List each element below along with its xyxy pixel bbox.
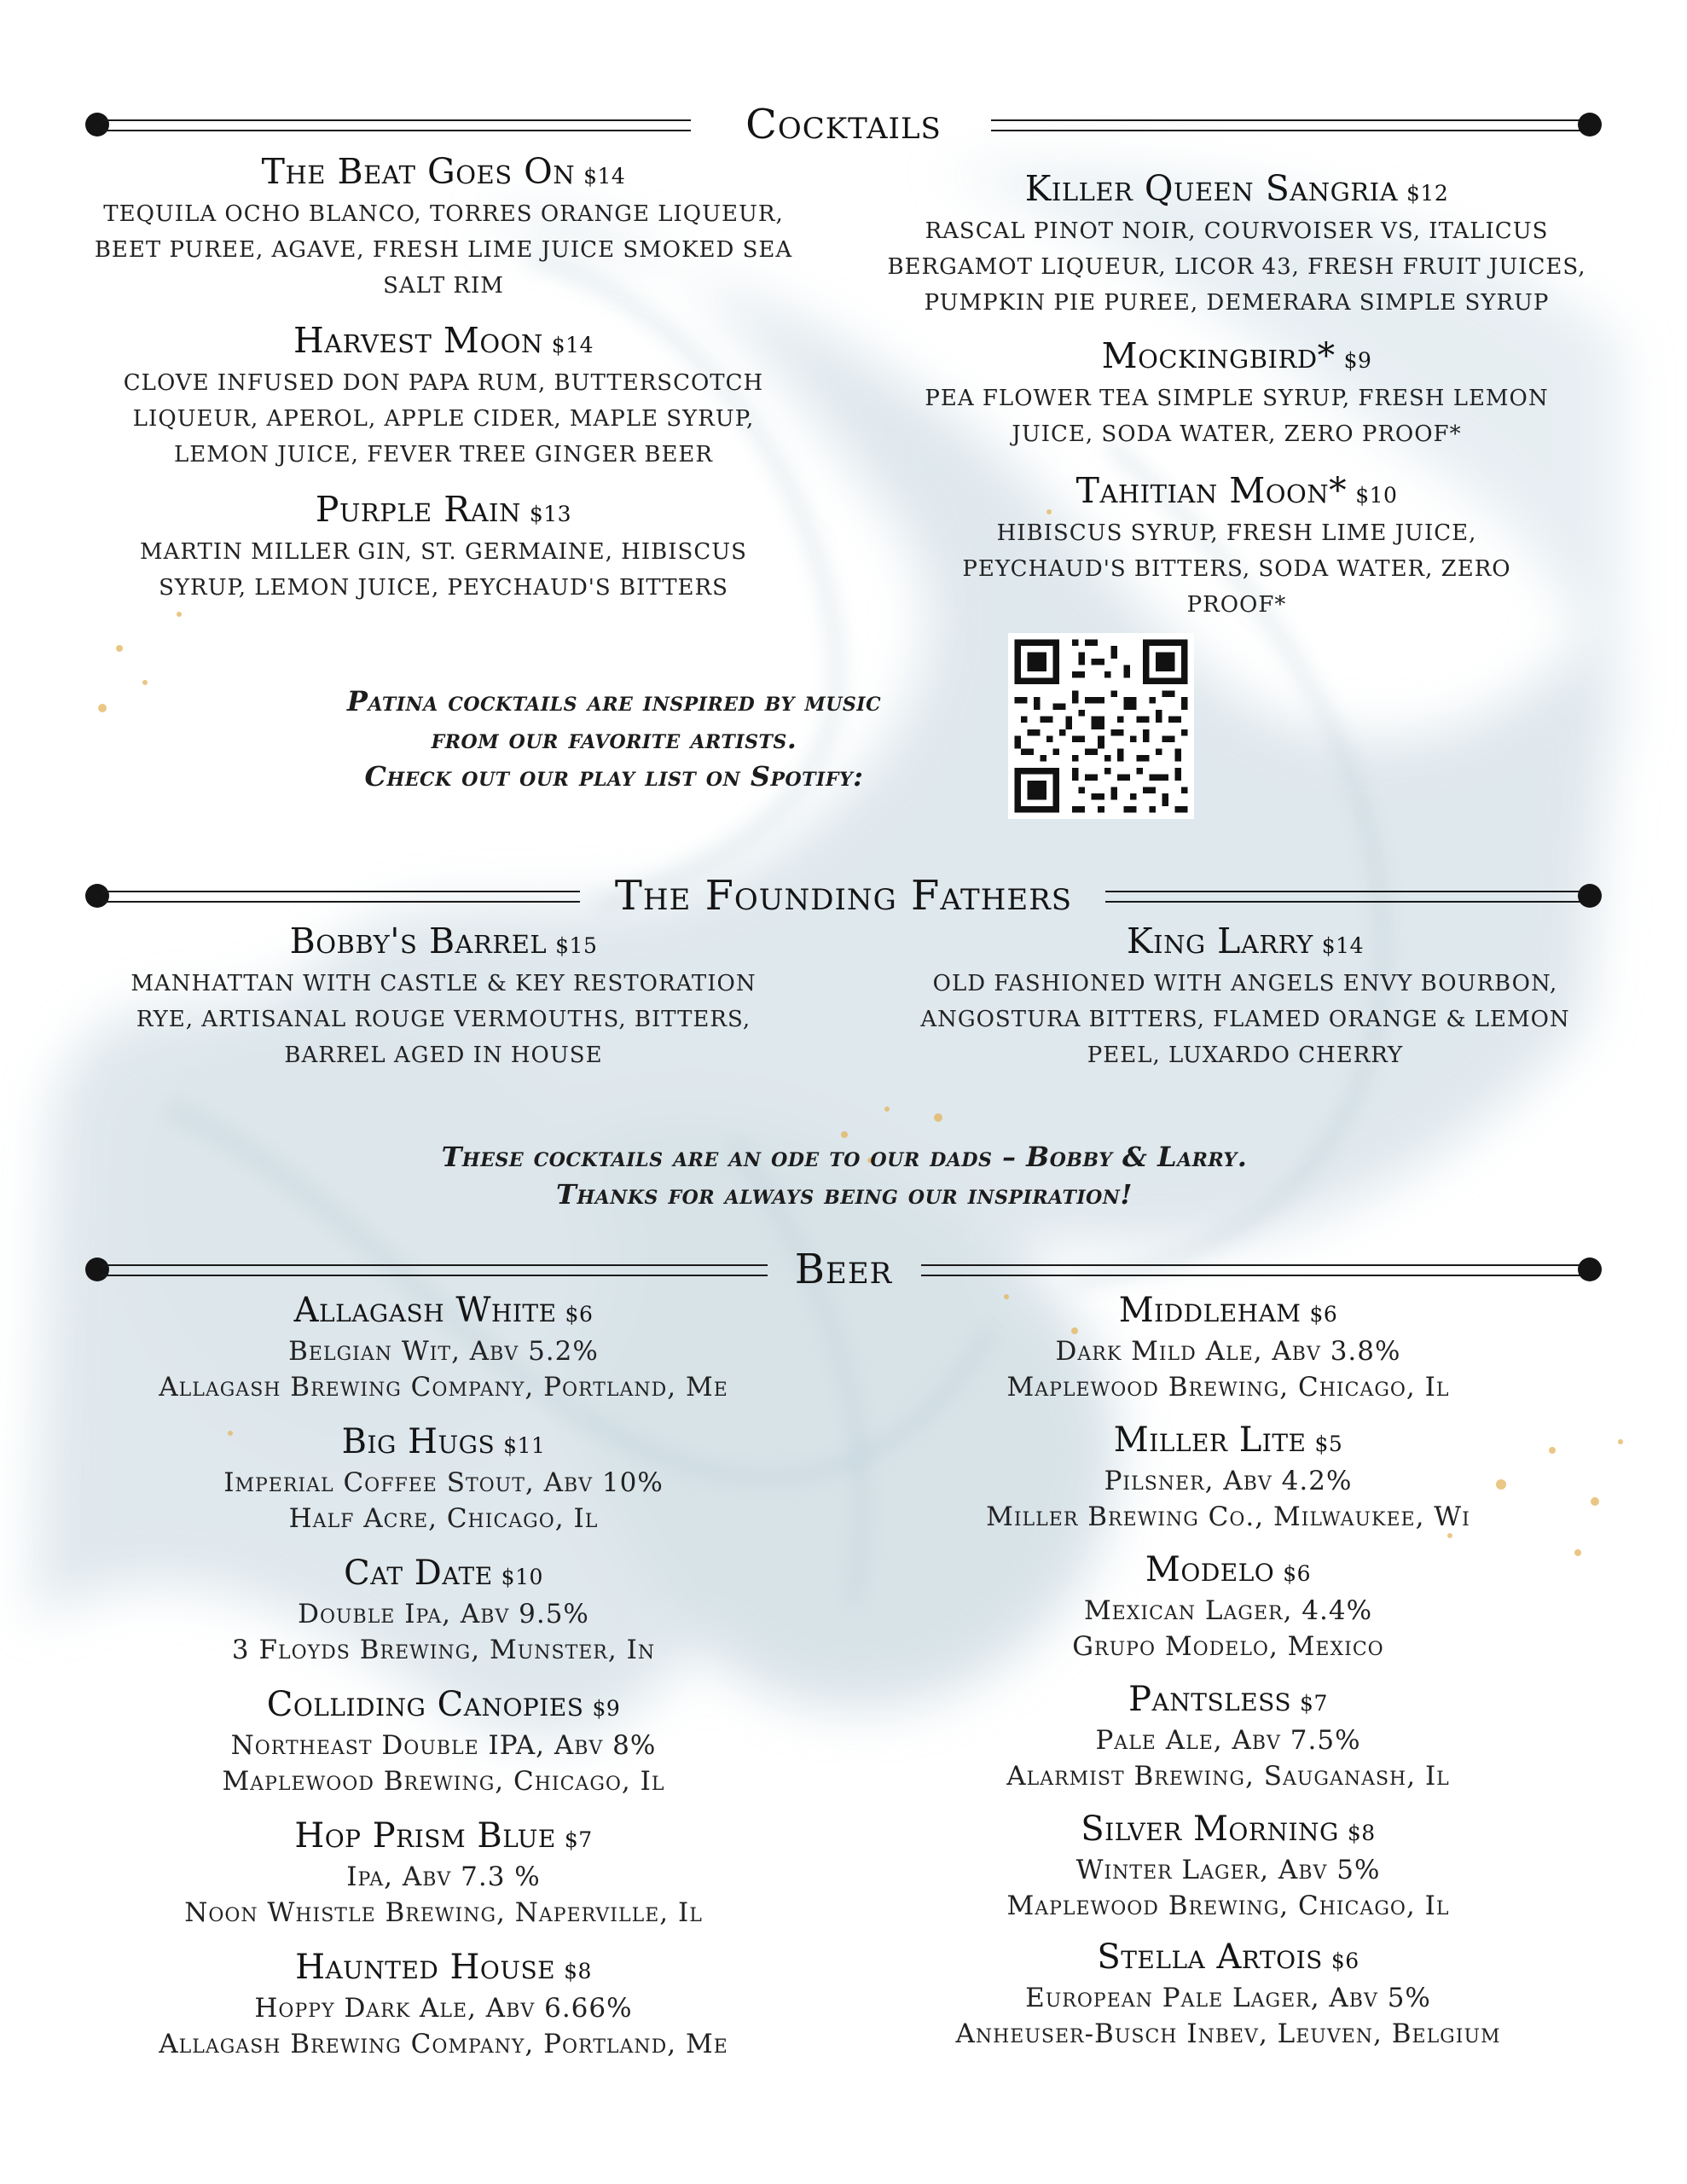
item-description: OLD FASHIONED WITH ANGELS ENVY BOURBON, ANGOSTURA BITTERS, FLAMED ORANGE & LEMON PEEL, LUXARDO CHERRY <box>920 971 1570 1068</box>
double-rule-right <box>991 119 1588 131</box>
beer-style: Belgian Wit, Abv 5.2% <box>288 1336 599 1367</box>
item-price: $6 <box>565 1302 594 1327</box>
item-name: Mockingbird* <box>1101 335 1336 376</box>
note-line: Check out our play list on Spotify: <box>364 760 864 793</box>
beer-item <box>870 1292 1586 1405</box>
beer-item <box>870 1938 1586 2052</box>
beer-style: Mexican Lager, 4.4% <box>1083 1595 1373 1626</box>
beer-item <box>870 1681 1586 1794</box>
item-price: $13 <box>529 502 572 526</box>
beer-style: Dark Mild Ale, Abv 3.8% <box>1055 1336 1401 1367</box>
item-name: Harvest Moon <box>293 320 543 361</box>
brewery: Miller Brewing Co., Milwaukee, Wi <box>986 1502 1470 1532</box>
beer-item <box>870 1810 1586 1924</box>
beer-style: European Pale Lager, Abv 5% <box>1025 1983 1431 2013</box>
item-description: MARTIN MILLER GIN, ST. GERMAINE, HIBISCUS SYRUP, LEMON JUICE, PEYCHAUD'S BITTERS <box>140 539 747 601</box>
item-price: $5 <box>1314 1432 1343 1456</box>
beer-item <box>85 1423 802 1536</box>
brewery: Maplewood Brewing, Chicago, Il <box>1006 1372 1450 1403</box>
item-price: $8 <box>1347 1821 1376 1845</box>
note-line: Patina cocktails are inspired by music <box>346 685 882 717</box>
item-name: Pantsless <box>1128 1680 1292 1719</box>
item-description: MANHATTAN WITH CASTLE & KEY RESTORATION RYE, ARTISANAL ROUGE VERMOUTHS, BITTERS, BARREL AGED IN HOUSE <box>130 971 757 1068</box>
note-line: These cocktails are an ode to our dads – Bobby & Larry. <box>441 1141 1248 1173</box>
beer-item <box>85 1686 802 1799</box>
item-price: $12 <box>1406 181 1449 206</box>
item-name: Cat Date <box>344 1554 493 1593</box>
item-name: Big Hugs <box>341 1422 496 1461</box>
menu-item <box>102 921 785 1073</box>
section-title-cocktails: Cocktails <box>745 101 942 148</box>
menu-item <box>128 490 759 606</box>
beer-item <box>870 1421 1586 1535</box>
item-name: Killer Queen Sangria <box>1024 168 1399 209</box>
item-name: Middleham <box>1118 1291 1301 1330</box>
brewery: Half Acre, Chicago, Il <box>288 1503 599 1534</box>
item-name: Colliding Canopies <box>266 1685 584 1724</box>
brewery: Alarmist Brewing, Sauganash, Il <box>1006 1761 1450 1792</box>
beer-style: Imperial Coffee Stout, Abv 10% <box>223 1467 664 1498</box>
item-price: $10 <box>1355 483 1398 508</box>
item-name: Tahitian Moon* <box>1075 470 1348 511</box>
section-title-founding-fathers: The Founding Fathers <box>614 872 1073 920</box>
item-description: PEA FLOWER TEA SIMPLE SYRUP, FRESH LEMON JUICE, SODA WATER, ZERO PROOF* <box>925 386 1549 447</box>
item-name: Silver Morning <box>1081 1809 1339 1849</box>
item-name: Modelo <box>1145 1550 1275 1589</box>
founding-fathers-section-header <box>85 872 1602 923</box>
brewery: Maplewood Brewing, Chicago, Il <box>222 1766 665 1797</box>
item-description: HIBISCUS SYRUP, FRESH LIME JUICE, PEYCHAUD'S BITTERS, SODA WATER, ZERO PROOF* <box>962 520 1511 618</box>
dads-note <box>375 1138 1313 1213</box>
item-name: Hop Prism Blue <box>294 1816 556 1856</box>
item-name: Haunted House <box>295 1948 556 1987</box>
item-name: Bobby's Barrel <box>289 921 548 961</box>
brewery: Allagash Brewing Company, Portland, Me <box>159 1372 728 1403</box>
item-price: $14 <box>551 333 594 357</box>
item-price: $7 <box>564 1827 593 1852</box>
item-description: CLOVE INFUSED DON PAPA RUM, BUTTERSCOTCH LIQUEUR, APEROL, APPLE CIDER, MAPLE SYRUP, LEMON JUICE, FEVER TREE GINGER BEER <box>123 370 764 468</box>
beer-item <box>85 1292 802 1405</box>
menu-item <box>94 152 793 304</box>
menu-item <box>921 336 1552 452</box>
item-price: $9 <box>592 1696 621 1721</box>
item-name: Miller Lite <box>1113 1420 1307 1460</box>
beer-style: Pilsner, Abv 4.2% <box>1104 1466 1353 1496</box>
item-name: Stella Artois <box>1097 1937 1323 1977</box>
menu-item <box>913 471 1561 623</box>
brewery: Allagash Brewing Company, Portland, Me <box>159 2029 728 2059</box>
menu-item <box>94 321 793 473</box>
menu-item <box>904 921 1586 1073</box>
rule-end-dot <box>1578 1258 1602 1281</box>
beer-style: Northeast Double IPA, Abv 8% <box>230 1730 657 1761</box>
beer-item <box>85 1554 802 1668</box>
beer-style: Double Ipa, Abv 9.5% <box>298 1599 589 1629</box>
beer-style: Ipa, Abv 7.3 % <box>346 1862 541 1892</box>
brewery: 3 Floyds Brewing, Munster, In <box>231 1635 656 1665</box>
item-description: RASCAL PINOT NOIR, COURVOISER VS, ITALICUS BERGAMOT LIQUEUR, LICOR 43, FRESH FRUIT JUICES, PUMPKIN PIE PUREE, DEMERARA SIMPLE SYRUP <box>887 218 1586 316</box>
beer-style: Hoppy Dark Ale, Abv 6.66% <box>254 1993 633 2024</box>
rule-end-dot <box>1578 884 1602 908</box>
item-price: $6 <box>1283 1561 1312 1586</box>
brewery: Grupo Modelo, Mexico <box>1072 1631 1384 1662</box>
brewery: Noon Whistle Brewing, Naperville, Il <box>184 1897 703 1928</box>
beer-style: Winter Lager, Abv 5% <box>1075 1855 1381 1885</box>
item-price: $14 <box>1321 933 1364 958</box>
item-name: Purple Rain <box>315 489 521 530</box>
item-price: $9 <box>1343 348 1372 373</box>
note-line: from our favorite artists. <box>431 723 797 755</box>
item-description: TEQUILA OCHO BLANCO, TORRES ORANGE LIQUEUR, BEET PUREE, AGAVE, FRESH LIME JUICE SMOKED SEA SALT RIM <box>94 201 793 299</box>
brewery: Maplewood Brewing, Chicago, Il <box>1006 1891 1450 1921</box>
note-line: Thanks for always being our inspiration! <box>556 1178 1133 1211</box>
menu-item <box>887 169 1586 321</box>
spotify-qr-code[interactable] <box>1008 633 1194 819</box>
section-title-beer: Beer <box>794 1246 893 1293</box>
item-price: $6 <box>1309 1302 1338 1327</box>
rule-end-dot <box>1578 113 1602 136</box>
beer-item <box>85 1949 802 2062</box>
item-name: Allagash White <box>293 1291 557 1330</box>
item-name: The Beat Goes On <box>261 151 576 192</box>
beer-style: Pale Ale, Abv 7.5% <box>1095 1725 1361 1756</box>
spotify-note <box>290 682 938 795</box>
item-price: $15 <box>555 933 598 958</box>
item-price: $14 <box>583 164 626 189</box>
beer-section-header <box>85 1246 1602 1297</box>
double-rule-right <box>1105 891 1588 903</box>
double-rule-right <box>921 1264 1588 1276</box>
item-price: $8 <box>564 1959 592 1984</box>
item-price: $10 <box>501 1565 543 1589</box>
beer-item <box>85 1817 802 1931</box>
item-name: King Larry <box>1127 921 1313 961</box>
item-price: $11 <box>503 1433 546 1458</box>
brewery: Anheuser-Busch Inbev, Leuven, Belgium <box>955 2018 1501 2049</box>
item-price: $7 <box>1300 1691 1328 1716</box>
cocktails-section-header <box>85 101 1602 152</box>
item-price: $6 <box>1330 1949 1359 1973</box>
beer-item <box>870 1551 1586 1664</box>
